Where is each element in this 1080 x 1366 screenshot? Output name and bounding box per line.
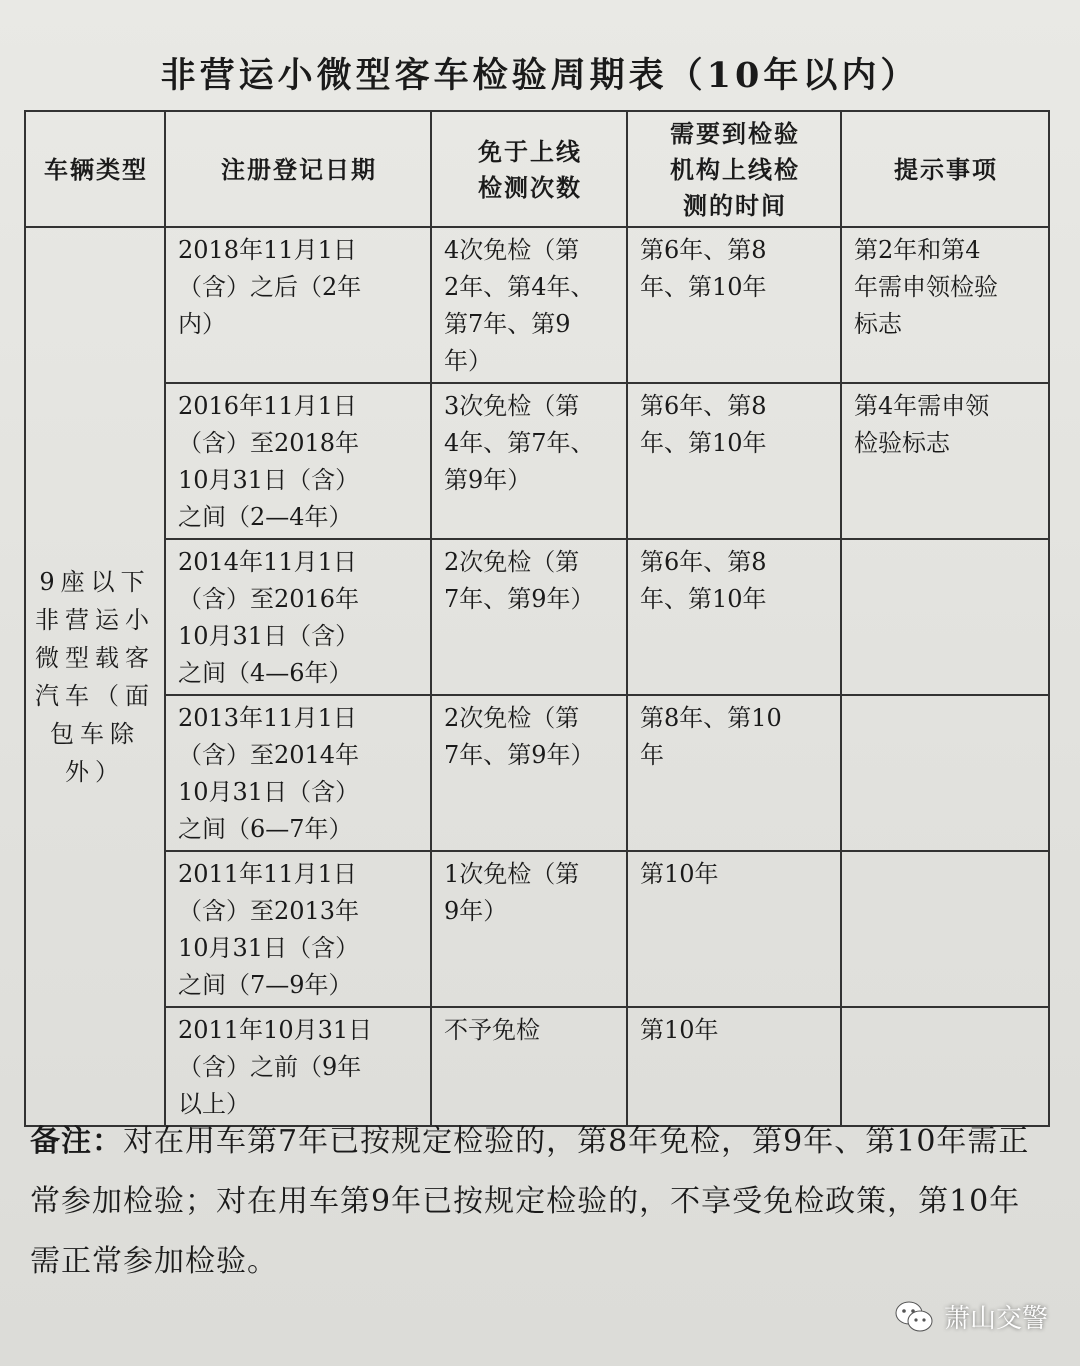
header-inspection-time: 需要到检验 机构上线检 测的时间 xyxy=(627,111,841,227)
inspection-time-cell: 第10年 xyxy=(627,851,841,1007)
remark-label: 备注： xyxy=(30,1124,123,1159)
inspection-time-cell: 第6年、第8 年、第10年 xyxy=(627,383,841,539)
registration-date-cell: 2013年11月1日 （含）至2014年 10月31日（含） 之间（6—7年） xyxy=(165,695,431,851)
registration-date-cell: 2016年11月1日 （含）至2018年 10月31日（含） 之间（2—4年） xyxy=(165,383,431,539)
table-row xyxy=(25,383,1049,539)
remark-text: 对在用车第7年已按规定检验的，第8年免检，第9年、第10年需正常参加检验；对在用车第9年已按规定检验的，不享受免检政策，第10年需正常参加检验。 xyxy=(30,1124,1030,1279)
notes-cell xyxy=(841,695,1049,851)
wechat-icon xyxy=(894,1300,934,1334)
table-row xyxy=(25,227,1049,383)
header-exempt-count: 免于上线 检测次数 xyxy=(431,111,627,227)
notes-cell xyxy=(841,1007,1049,1126)
inspection-time-cell: 第6年、第8 年、第10年 xyxy=(627,227,841,383)
table-row xyxy=(25,539,1049,695)
notes-cell xyxy=(841,851,1049,1007)
registration-date-cell: 2011年11月1日 （含）至2013年 10月31日（含） 之间（7—9年） xyxy=(165,851,431,1007)
exempt-count-cell: 不予免检 xyxy=(431,1007,627,1126)
remark-paragraph xyxy=(30,1112,1050,1292)
header-vehicle-type: 车辆类型 xyxy=(25,111,165,227)
registration-date-cell: 2014年11月1日 （含）至2016年 10月31日（含） 之间（4—6年） xyxy=(165,539,431,695)
registration-date-cell: 2018年11月1日 （含）之后（2年 内） xyxy=(165,227,431,383)
table-row xyxy=(25,1007,1049,1126)
inspection-time-cell: 第6年、第8 年、第10年 xyxy=(627,539,841,695)
notes-cell: 第4年需申领 检验标志 xyxy=(841,383,1049,539)
registration-date-cell: 2011年10月31日 （含）之前（9年 以上） xyxy=(165,1007,431,1126)
notes-cell xyxy=(841,539,1049,695)
exempt-count-cell: 1次免检（第 9年） xyxy=(431,851,627,1007)
exempt-count-cell: 2次免检（第 7年、第9年） xyxy=(431,695,627,851)
table-row xyxy=(25,851,1049,1007)
table-header-row xyxy=(25,111,1049,227)
header-registration-date: 注册登记日期 xyxy=(165,111,431,227)
document-title: 非营运小微型客车检验周期表（10年以内） xyxy=(160,55,920,96)
exempt-count-cell: 4次免检（第 2年、第4年、 第7年、第9 年） xyxy=(431,227,627,383)
watermark-text: 萧山交警 xyxy=(943,1304,1048,1334)
exempt-count-cell: 2次免检（第 7年、第9年） xyxy=(431,539,627,695)
header-notes: 提示事项 xyxy=(841,111,1049,227)
table-row xyxy=(25,695,1049,851)
inspection-time-cell: 第10年 xyxy=(627,1007,841,1126)
watermark xyxy=(894,1298,1048,1335)
exempt-count-cell: 3次免检（第 4年、第7年、 第9年） xyxy=(431,383,627,539)
inspection-cycle-table xyxy=(24,110,1050,1127)
inspection-time-cell: 第8年、第10 年 xyxy=(627,695,841,851)
vehicle-type-cell: 9座以下 非营运小 微型载客 汽车（面 包车除 外） xyxy=(25,227,165,1126)
notes-cell: 第2年和第4 年需申领检验 标志 xyxy=(841,227,1049,383)
